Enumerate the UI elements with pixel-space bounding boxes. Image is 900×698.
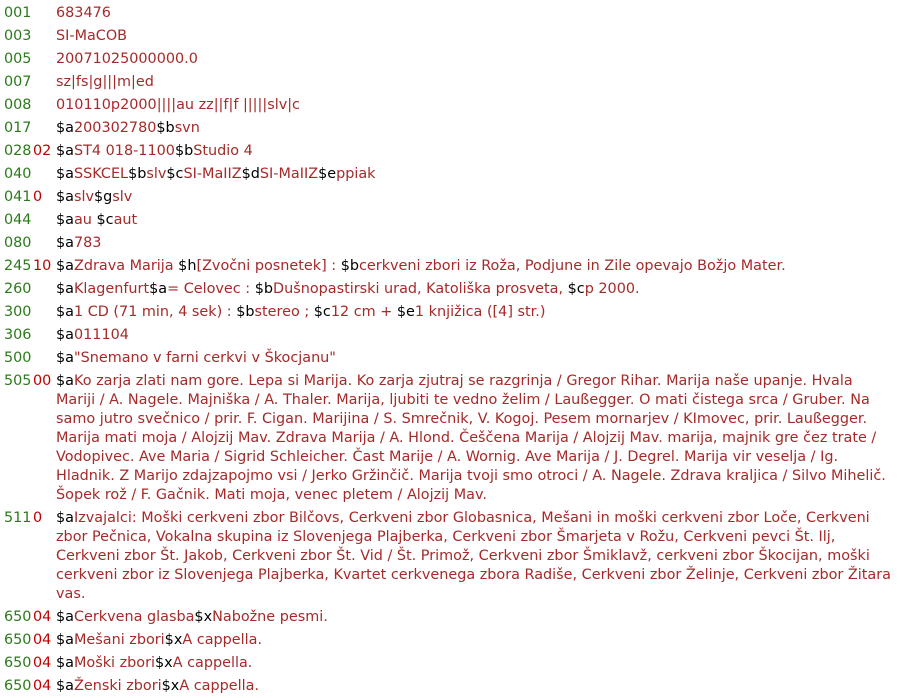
field-value — [56, 507, 896, 606]
subfield-code: $a — [56, 655, 74, 671]
subfield-code: $d — [241, 166, 260, 182]
subfield-code: $b — [128, 166, 147, 182]
field-value — [56, 140, 896, 163]
subfield-text: A cappella. — [179, 678, 259, 694]
field-tag: 306 — [4, 327, 32, 343]
field-indicators: 04 — [33, 632, 52, 648]
field-value — [56, 186, 896, 209]
subfield-text: [Zvočni posnetek] : — [196, 258, 341, 274]
field-tag: 080 — [4, 235, 32, 251]
marc-field-650 — [4, 675, 896, 698]
marc-field-505 — [4, 370, 896, 507]
field-tag: 040 — [4, 166, 32, 182]
field-indicators: 02 — [33, 143, 52, 159]
field-tag: 005 — [4, 51, 32, 67]
field-indicators: 00 — [33, 373, 52, 389]
subfield-text: Ženski zbori — [73, 678, 162, 694]
field-tag: 007 — [4, 74, 32, 90]
subfield-code: $g — [94, 189, 113, 205]
marc-field-080 — [4, 232, 896, 255]
subfield-text: A cappella. — [172, 655, 253, 671]
field-tag: 260 — [4, 281, 32, 297]
subfield-code: $x — [161, 678, 180, 694]
marc-field-044 — [4, 209, 896, 232]
field-tag: 300 — [4, 304, 32, 320]
subfield-text: slv — [112, 189, 133, 205]
subfield-text: SI-MaIIZ — [259, 166, 319, 182]
subfield-code: $b — [340, 258, 360, 274]
subfield-code: $a — [56, 327, 74, 343]
subfield-code: $a — [56, 609, 74, 625]
field-value — [56, 301, 896, 324]
subfield-text: Mešani zbori — [73, 632, 165, 648]
subfield-text: SI-MaIIZ — [183, 166, 242, 182]
subfield-code: $b — [236, 304, 255, 320]
field-tag: 650 — [4, 655, 32, 671]
field-tag: 245 — [4, 258, 32, 274]
field-value — [56, 2, 896, 25]
subfield-text: ST4 018-1100 — [73, 143, 175, 159]
field-value — [56, 278, 896, 301]
field-indicators: 04 — [33, 655, 52, 671]
subfield-code: $a — [149, 281, 168, 297]
marc-field-511 — [4, 507, 896, 606]
marc-field-001 — [4, 2, 896, 25]
field-tag: 017 — [4, 120, 32, 136]
subfield-text: au — [73, 212, 97, 228]
subfield-code: $a — [56, 143, 74, 159]
field-tag: 044 — [4, 212, 32, 228]
field-value — [56, 652, 896, 675]
marc-field-040 — [4, 163, 896, 186]
subfield-text: "Snemano v farni cerkvi v Škocjanu" — [73, 350, 336, 366]
field-value — [56, 232, 896, 255]
subfield-text: Studio 4 — [193, 143, 253, 159]
subfield-text: aut — [113, 212, 138, 228]
subfield-code: $a — [56, 281, 74, 297]
subfield-code: $x — [155, 655, 173, 671]
field-tag: 003 — [4, 28, 32, 44]
subfield-text: 20071025000000.0 — [56, 51, 198, 67]
field-tag: 008 — [4, 97, 32, 113]
field-tag: 001 — [4, 5, 32, 21]
marc-field-245 — [4, 255, 896, 278]
subfield-text: 1 CD (71 min, 4 sek) : — [73, 304, 237, 320]
subfield-text: svn — [174, 120, 200, 136]
field-tag: 500 — [4, 350, 32, 366]
subfield-text: Nabožne pesmi. — [212, 609, 328, 625]
marc-field-041 — [4, 186, 896, 209]
subfield-code: $c — [313, 304, 331, 320]
field-tag: 650 — [4, 609, 32, 625]
subfield-text: Ko zarja zlati nam gore. Lepa si Marija. Ko zarja zjutraj se razgrinja / Gregor Rihar. Marija naše upanje. Hvala Mariji / A. Nagele. Majniška / A. Thaler. Marija, ljubiti te vedno želim / Laußegger. O mati čistega srca / Gruber. Na samo jutro svečnico / prir. F. Cigan. Marijina / S. Smrečnik, V. Kogoj. Pesem mornarjev / KImovec, prir. Laußegger. Marija mati moja / Alojzij Mav. Zdrava Marija / A. Hlond. Češčena Marija / Alojzij Mav. marija, majnik gre čez trate / Vodopivec. Ave Maria / Sigrid Schleicher. Čast Marije / A. Wornig. Ave Marija / J. Degrel. Marija vir veselja / Ig. Hladnik. Z Marijo zdajzapojmo vsi / Jerko Gržinčič. Marija tvoji smo otroci / A. Nagele. Zdrava kraljica / Silvo Mihelič. Šopek rož / F. Gačnik. Mati moja, venec pletem / Alojzij Mav. — [56, 373, 886, 503]
marc-field-650 — [4, 652, 896, 675]
subfield-text: stereo ; — [254, 304, 314, 320]
subfield-code: $a — [56, 258, 74, 274]
field-tag: 505 — [4, 373, 32, 389]
subfield-text: Izvajalci: Moški cerkveni zbor Bilčovs, Cerkveni zbor Globasnica, Mešani in moški cerkveni zbor Loče, Cerkveni zbor Pečnica, Vokalna skupina iz Slovenjega Plajberka, Cerkveni zbor Šmarjeta v Rožu, Cerkveni pevci Št. Ilj, Cerkveni zbor Št. Jakob, Cerkveni zbor Št. Vid / Št. Primož, Cerkveni zbor Šmiklavž, cerkveni zbor Škocijan, moški cerkveni zbor iz Slovenjega Plajberka, Kvartet cerkvenega zbora Radiše, Cerkveni zbor Želinje, Cerkveni zbor Žitara vas. — [56, 510, 891, 602]
field-value — [56, 370, 896, 507]
marc-field-005 — [4, 48, 896, 71]
field-tag: 028 — [4, 143, 32, 159]
subfield-text: cerkveni zbori iz Roža, Podjune in Zile opevajo Božjo Mater. — [359, 258, 786, 274]
subfield-code: $e — [318, 166, 337, 182]
subfield-code: $c — [166, 166, 184, 182]
field-tag: 650 — [4, 678, 32, 694]
subfield-text: A cappella. — [182, 632, 263, 648]
subfield-text: SSKCEL — [73, 166, 129, 182]
subfield-code: $h — [178, 258, 197, 274]
subfield-code: $a — [56, 350, 74, 366]
marc-field-007 — [4, 71, 896, 94]
subfield-code: $b — [254, 281, 273, 297]
subfield-code: $b — [174, 143, 194, 159]
subfield-text: 783 — [73, 235, 102, 251]
subfield-text: Cerkvena glasba — [73, 609, 195, 625]
subfield-text: sz|fs|g|||m|ed — [56, 74, 154, 90]
marc-record — [4, 2, 896, 698]
subfield-code: $x — [194, 609, 213, 625]
subfield-code: $a — [56, 373, 74, 389]
subfield-code: $a — [56, 632, 74, 648]
field-value — [56, 163, 896, 186]
field-indicators: 10 — [33, 258, 52, 274]
subfield-text: slv — [73, 189, 94, 205]
field-value — [56, 606, 896, 629]
subfield-text: 12 cm + — [330, 304, 397, 320]
subfield-code: $x — [164, 632, 183, 648]
subfield-text: 010110p2000||||au zz||f|f |||||slv|c — [56, 97, 300, 113]
marc-field-650 — [4, 629, 896, 652]
field-value — [56, 347, 896, 370]
marc-field-017 — [4, 117, 896, 140]
field-value — [56, 117, 896, 140]
subfield-code: $a — [56, 678, 74, 694]
field-value — [56, 255, 896, 278]
subfield-code: $a — [56, 189, 74, 205]
subfield-text: slv — [146, 166, 167, 182]
field-value — [56, 324, 896, 347]
marc-field-260 — [4, 278, 896, 301]
subfield-text: 200302780 — [73, 120, 157, 136]
marc-field-500 — [4, 347, 896, 370]
marc-field-300 — [4, 301, 896, 324]
field-value — [56, 94, 896, 117]
subfield-text: ppiak — [336, 166, 376, 182]
field-value — [56, 209, 896, 232]
marc-field-650 — [4, 606, 896, 629]
field-indicators: 04 — [33, 678, 52, 694]
field-value — [56, 675, 896, 698]
subfield-text: 011104 — [73, 327, 129, 343]
subfield-text: Dušnopastirski urad, Katoliška prosveta, — [273, 281, 568, 297]
subfield-code: $c — [96, 212, 114, 228]
subfield-code: $c — [567, 281, 585, 297]
subfield-text: = Celovec : — [167, 281, 255, 297]
subfield-code: $a — [56, 235, 74, 251]
field-value — [56, 629, 896, 652]
subfield-code: $a — [56, 304, 74, 320]
field-value — [56, 48, 896, 71]
subfield-text: p 2000. — [584, 281, 640, 297]
subfield-code: $a — [56, 212, 74, 228]
field-indicators: 0 — [33, 510, 43, 526]
subfield-text: Klagenfurt — [73, 281, 150, 297]
subfield-text: Zdrava Marija — [73, 258, 179, 274]
marc-field-306 — [4, 324, 896, 347]
subfield-code: $a — [56, 510, 74, 526]
subfield-text: SI-MaCOB — [56, 28, 128, 44]
field-value — [56, 25, 896, 48]
subfield-code: $a — [56, 166, 74, 182]
field-tag: 041 — [4, 189, 32, 205]
field-tag: 650 — [4, 632, 32, 648]
marc-field-028 — [4, 140, 896, 163]
marc-field-008 — [4, 94, 896, 117]
field-indicators: 04 — [33, 609, 52, 625]
subfield-code: $e — [396, 304, 415, 320]
field-indicators: 0 — [33, 189, 43, 205]
marc-field-003 — [4, 25, 896, 48]
field-value — [56, 71, 896, 94]
subfield-text: Moški zbori — [73, 655, 156, 671]
subfield-text: 683476 — [56, 5, 111, 21]
field-tag: 511 — [4, 510, 32, 526]
subfield-code: $b — [156, 120, 175, 136]
subfield-code: $a — [56, 120, 74, 136]
subfield-text: 1 knjižica ([4] str.) — [414, 304, 546, 320]
